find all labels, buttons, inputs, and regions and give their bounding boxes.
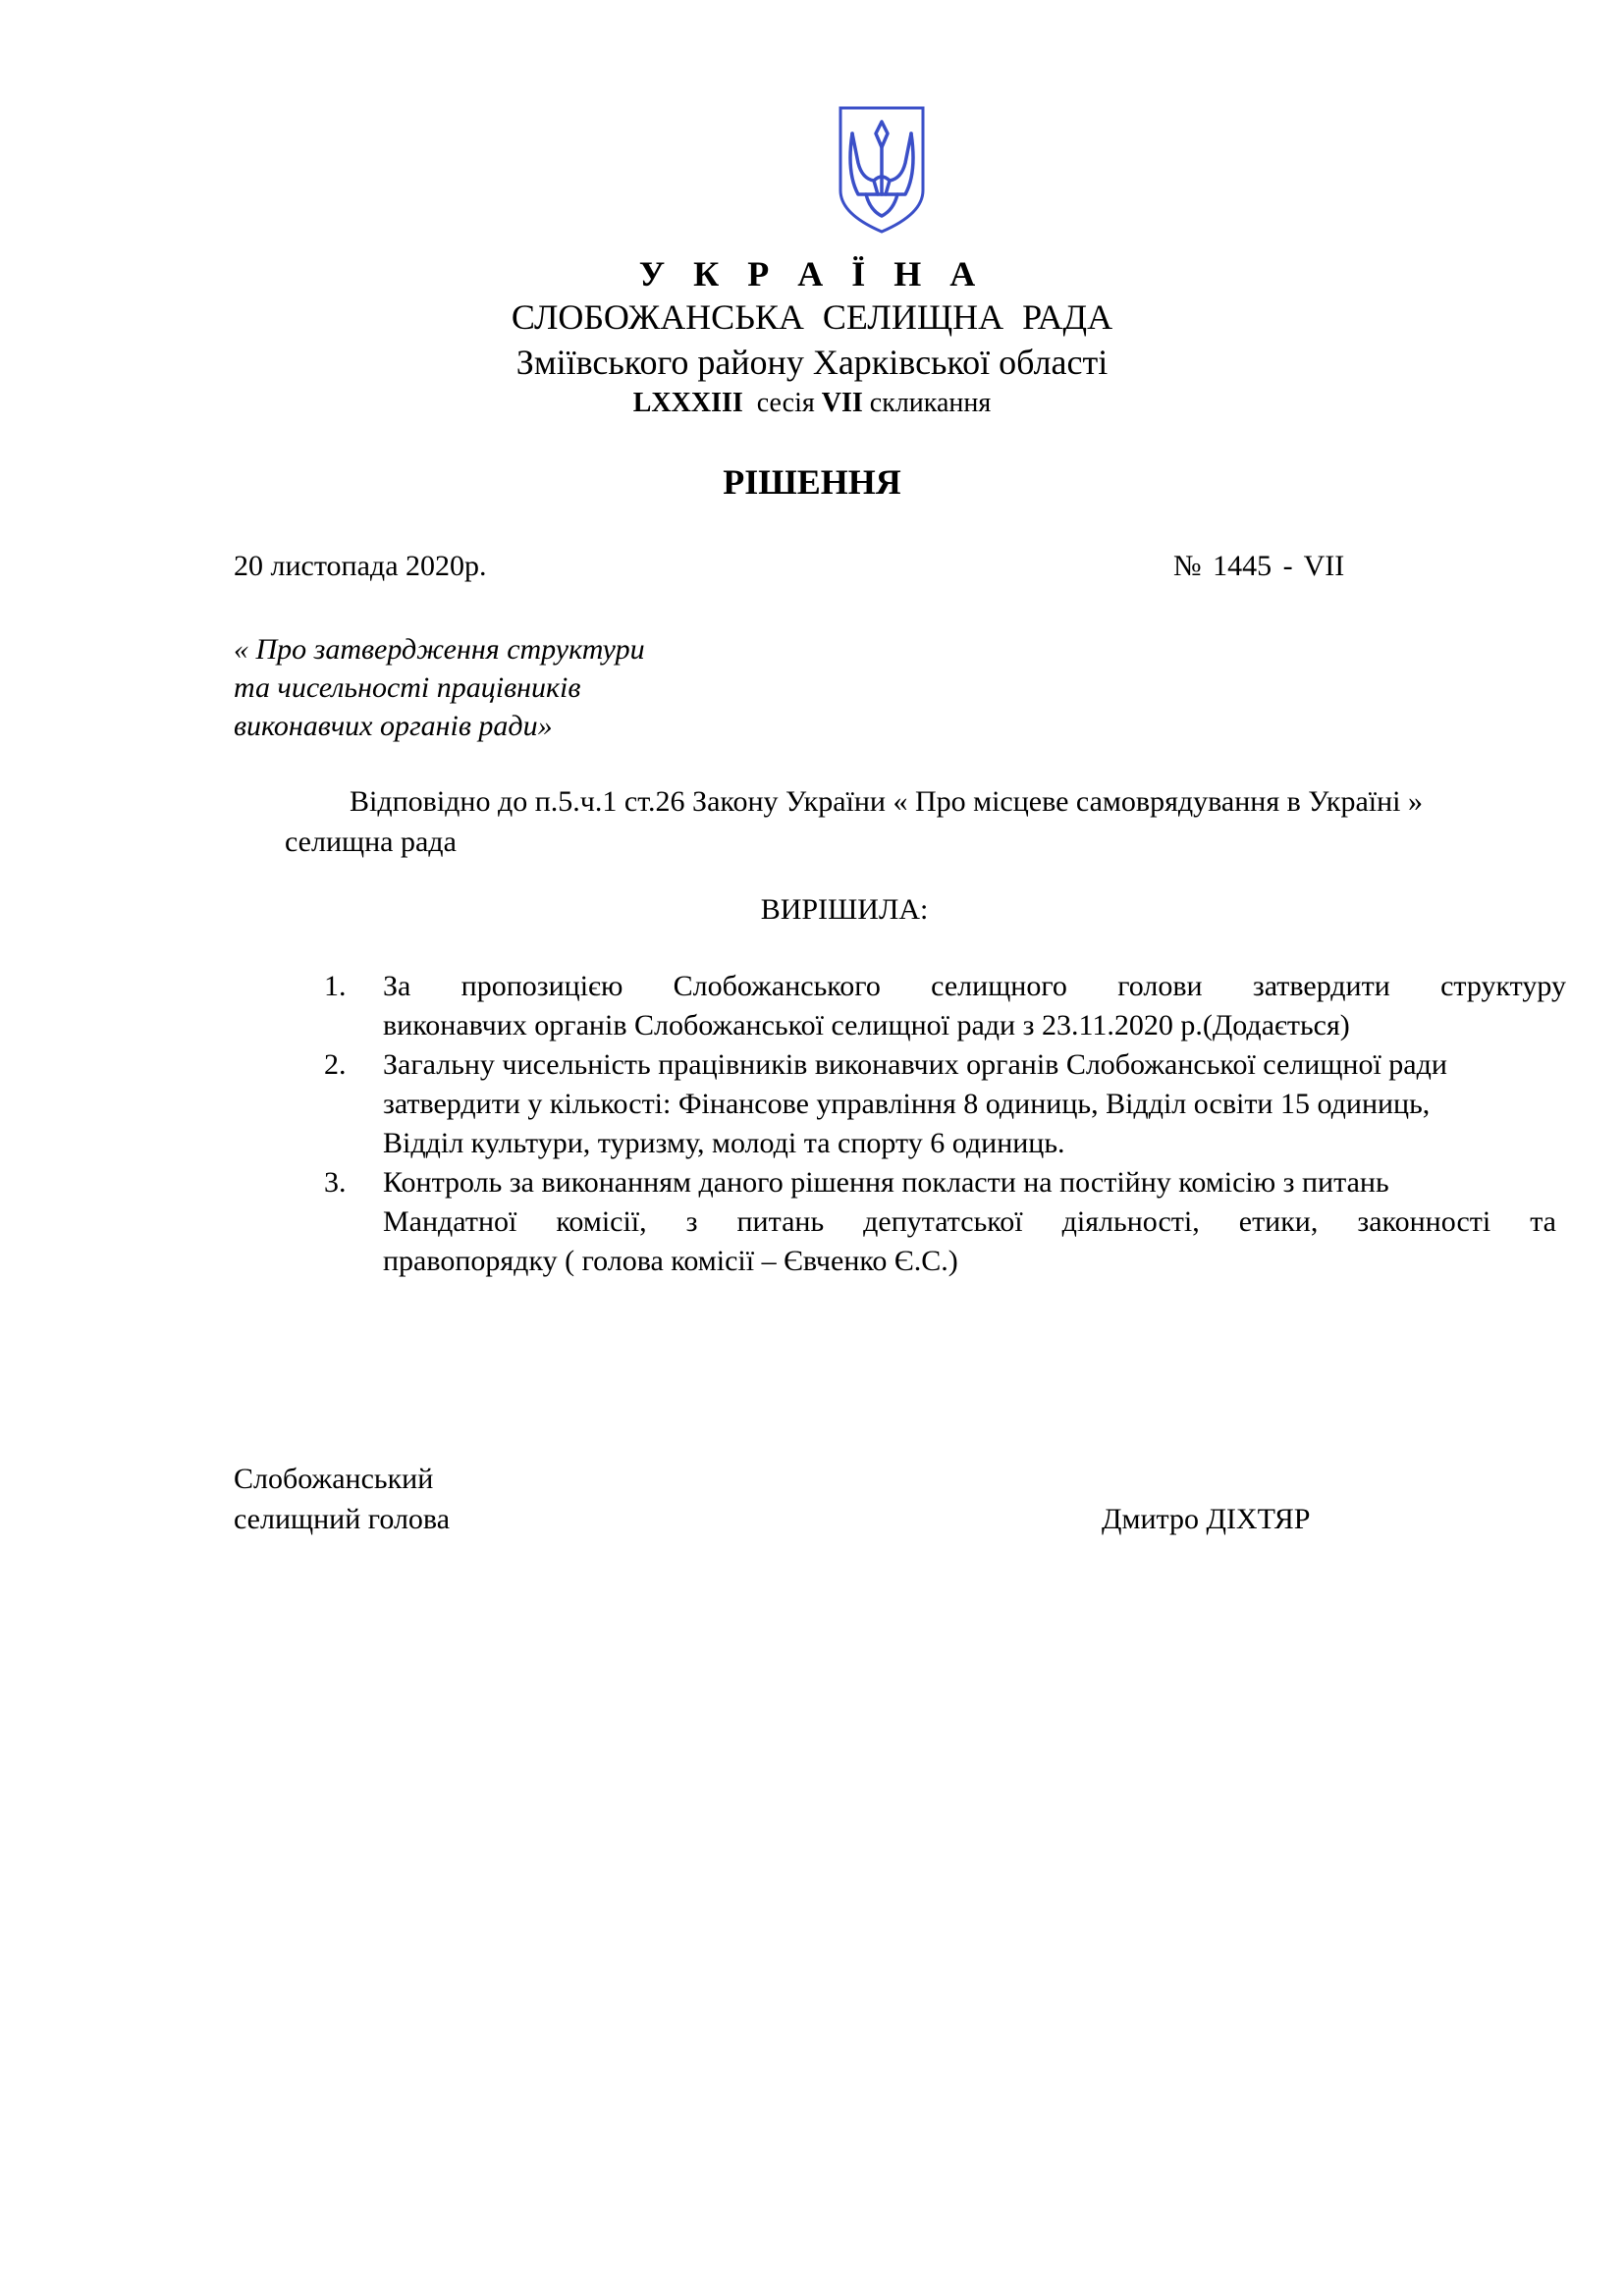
- session-number: LXXXIII: [632, 388, 743, 418]
- resolved-heading: ВИРІШИЛА:: [760, 893, 929, 926]
- signatory-title: Слобожанський: [234, 1463, 434, 1495]
- item-number: 1.: [324, 970, 347, 1002]
- item-line: виконавчих органів Слобожанської селищної ради з 23.11.2020 р.(Додається): [383, 1009, 1350, 1041]
- item-number: 3.: [324, 1166, 347, 1199]
- list-item: [324, 1045, 1566, 1163]
- district-name: Зміївського району Харківської області: [515, 343, 1109, 382]
- subject-line: виконавчих органів ради»: [234, 710, 553, 742]
- legal-basis-line: Відповідно до п.5.ч.1 ст.26 Закону України « Про місцеве самоврядування в Україні »: [350, 785, 1424, 818]
- item-line: правопорядку ( голова комісії – Євченко Є.С.): [383, 1245, 958, 1277]
- document-type-title: РІШЕННЯ: [723, 462, 901, 502]
- legal-basis-line: селищна рада: [285, 826, 457, 858]
- decision-subject: [234, 630, 645, 745]
- subject-line: та чисельності працівників: [234, 671, 581, 704]
- item-line: Мандатної комісії, з питань депутатської діяльності, етики, законності та: [383, 1205, 1556, 1238]
- resolution-list: [324, 967, 1566, 1281]
- decision-date: 20 листопада 2020р.: [234, 550, 487, 582]
- signatory-name: Дмитро ДІХТЯР: [1102, 1503, 1311, 1535]
- item-number: 2.: [324, 1048, 347, 1081]
- convocation-number: VII: [821, 388, 863, 418]
- session-word: сесія: [756, 388, 815, 418]
- council-name: СЛОБОЖАНСЬКА СЕЛИЩНА РАДА: [511, 297, 1113, 337]
- item-line: Відділ культури, туризму, молоді та спорту 6 одиниць.: [383, 1127, 1065, 1159]
- list-item: [324, 1163, 1566, 1281]
- item-line: За пропозицією Слобожанського селищного голови затвердити структуру: [383, 970, 1566, 1002]
- item-line: Контроль за виконанням даного рішення покласти на постійну комісію з питань: [383, 1166, 1389, 1199]
- item-line: затвердити у кількості: Фінансове управління 8 одиниць, Відділ освіти 15 одиниць,: [383, 1088, 1431, 1120]
- decision-number: № 1445 - VII: [1173, 550, 1345, 582]
- coat-of-arms-icon: [837, 104, 927, 236]
- session-line: [0, 388, 1624, 419]
- list-item: [324, 967, 1566, 1045]
- item-line: Загальну чисельність працівників виконавчих органів Слобожанської селищної ради: [383, 1048, 1447, 1081]
- country-heading: У К Р А Ї Н А: [638, 254, 986, 294]
- convocation-word: скликання: [869, 388, 992, 418]
- signatory-title: селищний голова: [234, 1503, 451, 1535]
- subject-line: « Про затвердження структури: [234, 633, 645, 666]
